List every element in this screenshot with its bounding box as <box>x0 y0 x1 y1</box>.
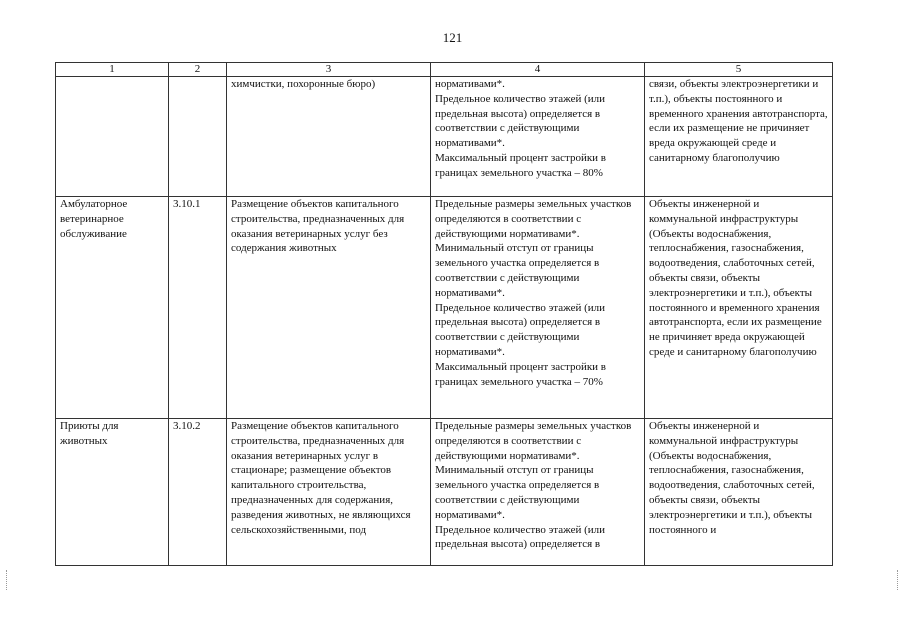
land-use-table <box>55 62 833 566</box>
header-col-5: 5 <box>645 63 833 77</box>
auxiliary-uses-cell: связи, объекты электроэнергетики и т.п.), объекты постоянного и временного хранения автотранспорта, если их размещение не причиняет вреда окружающей среде и санитарному благополучию <box>645 77 833 197</box>
auxiliary-uses-cell: Объекты инженерной и коммунальной инфраструктуры (Объекты водоснабжения, теплоснабжения, газоснабжения, водоотведения, слаботочных сетей, объекты связи, объекты электроэнергетики и т.п.), объекты постоянного и временного хранения автотранспорта, если их размещение не причиняет вреда окружающей среде и санитарному благополучию <box>645 197 833 419</box>
table-row <box>56 77 833 197</box>
header-col-4: 4 <box>431 63 645 77</box>
header-col-3: 3 <box>227 63 431 77</box>
table-row <box>56 419 833 566</box>
table-header-row <box>56 63 833 77</box>
table-row <box>56 197 833 419</box>
use-code-cell: 3.10.2 <box>169 419 227 566</box>
use-code-cell: 3.10.1 <box>169 197 227 419</box>
use-name-cell <box>56 77 169 197</box>
header-col-1: 1 <box>56 63 169 77</box>
auxiliary-uses-cell: Объекты инженерной и коммунальной инфраструктуры (Объекты водоснабжения, теплоснабжения, газоснабжения, водоотведения, слаботочных сетей, объекты связи, объекты электроэнергетики и т.п.), объекты постоянного и <box>645 419 833 566</box>
parameters-cell: нормативами*. Предельное количество этажей (или предельная высота) определяется в соответствии с действующими нормативами*. Максимальный процент застройки в границах земельного участка – 80% <box>431 77 645 197</box>
page-number: 121 <box>442 30 463 45</box>
scan-edge-mark <box>897 570 899 590</box>
use-description-cell: Размещение объектов капитального строительства, предназначенных для оказания ветеринарных услуг без содержания животных <box>227 197 431 419</box>
scan-edge-mark <box>6 570 8 590</box>
use-name-cell: Амбулаторное ветеринарное обслуживание <box>56 197 169 419</box>
use-code-cell <box>169 77 227 197</box>
use-name-cell: Приюты для животных <box>56 419 169 566</box>
use-description-cell: Размещение объектов капитального строительства, предназначенных для оказания ветеринарных услуг в стационаре; размещение объектов капитального строительства, предназначенных для содержания, разведения животных, не являющихся сельскохозяйственными, под <box>227 419 431 566</box>
parameters-cell: Предельные размеры земельных участков определяются в соответствии с действующими нормативами*. Минимальный отступ от границы земельного участка определяется в соответствии с действующими нормативами*. Предельное количество этажей (или предельная высота) определяется в <box>431 419 645 566</box>
header-col-2: 2 <box>169 63 227 77</box>
parameters-cell: Предельные размеры земельных участков определяются в соответствии с действующими нормативами*. Минимальный отступ от границы земельного участка определяется в соответствии с действующими нормативами*. Предельное количество этажей (или предельная высота) определяется в соответствии с действующими нормативами*. Максимальный процент застройки в границах земельного участка – 70% <box>431 197 645 419</box>
use-description-cell: химчистки, похоронные бюро) <box>227 77 431 197</box>
